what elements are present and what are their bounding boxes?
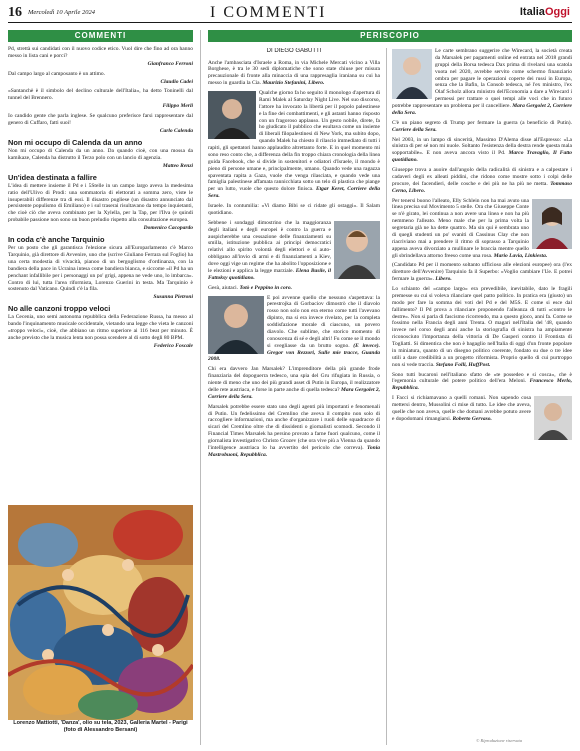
header-rule: [8, 22, 572, 23]
letter: Dal campo largo al camposanto è un attimo. Claudio Cadei: [8, 70, 193, 85]
letter: Io candido gente che parla inglese. Se qualcuno preferisce farsi rappresentare dal genero di Cuffaro, fatti suoi! Carlo Calenda: [8, 113, 193, 134]
item-title: No alle canzoni troppo veloci: [8, 304, 111, 314]
quote: C'è un piano segreto di Trump per fermare la guerra (a beneficio di Putin). Corriere della Sera.: [392, 119, 572, 133]
comments-tag: COMMENTI: [8, 30, 193, 42]
item-title: Non mi occupo di Calenda da un anno: [8, 137, 143, 147]
quote: Lo schianto del «campo largo» era prevedibile, inevitabile, dato le fragili premesse su cui si voleva rilanciare quel patto politico. In pratica era (giusto) un modo per fare la somma dei voti del Pd e del M5S. E come si esce dal fallimento? Il Pd prova a rilanciare proponendo l'alleanza di tutti «contro le destre». Non si parla di fascismo ricorrendo, ma a questo gioco, anni fa. Come se fossimo nella Francia degli anni Trenta. O magari nell'Italia del '48, quando invece nel corso degli anni anche la storiografia di sinistra ha ampiamente riconosciuto l'importanza della vittoria di De Gasperi contro il Frontista di Togliatti. Si dimentica che non è bagaglio nell'Italia di oggi d'un fronte popolare in miniatura, quanto di un disegno politico coerente, fondato su due o tre idee utili a dare credibilità a un progetto riformista. Proprio quello di cui purtroppo non si vede traccia. Stefano Folli, HuffPost.: [392, 286, 572, 368]
painting-image: [8, 505, 193, 720]
page-header: [0, 0, 580, 24]
quote: Chi era davvero Jan Marsalek? L'imprenditore della più grande frode finanziaria del dopoguerra tedesco, una spia del Gru rifugiata in Russia, o niente di meno che uno dei più grandi asset di Putin in Europa, il realizzatore delle rete austriaca, e forse in parte anche di quella tedesca? Mara Gergolet 2, Corriere della Sera.: [208, 366, 380, 400]
quote: Qualche giorno fa ho seguito il monologo d'apertura di Rami Malek al Saturday Night Live. Nel suo discorso, l'attore ha invocato la libertà per il popolo palestinese e la fine dei combattimenti, e gli astanti hanno risposto con un fragoroso applauso. Un gesto nobile, direte, fa ho giudicato il pubblico che esultava come un insieme di liberali filopalestinesi di New York, ma subito dopo, quando Malek ha chiesto il rilascio immediato di tutti i rapiti, gli spettatori hanno applaudito altrettanto forte. E in quel momento mi sono reso conto che, a differenza della fin troppo chiara cronologia della linea guida Facebook, che si divide in sostenitori e odiatori d'Israele, il mondo è pieno di persone umane e, principalmente, umano. Quando vede una ragazza spaventata rapita a Gaza, vuole che venga rilasciata, e quando vede una famiglia palestinese affamata rannicchiata sotto un telo di plastica che piange per un lutto, vuole che questo dolore finisca. Etgar Keret, Corriere della Sera.: [208, 90, 380, 200]
section-title: I COMMENTI: [210, 4, 327, 21]
quote: Giuseppe trova a auoire dall'angolo della radicalità di sinistra e a calpestare i cadaveri degli ex alleati piddini, che ridono come mostre sotto i colpi delle procure, dei facendieri, delle cosche e dei più ne ha più ne metta. Tommaso Cerno, Libero.: [392, 167, 572, 194]
portrait-photo: [208, 91, 256, 139]
letter: Pd, strettà sui candidati con il nuovo codice etico. Vuol dire che fino ad ora hanno messo in lista cani e porci? Gianfranco Ferroni: [8, 46, 193, 67]
portrait-photo: [534, 396, 572, 440]
periscopio-column-1: [208, 48, 380, 745]
quote: E poi avvenne quello che nessuno s'aspettava: la perestrojka di Gorbaciov dimostrò che il diavolo rosso non solo non era eterno come tutti l'avevano dipinto, ma si era invece rivelato, per la completa soddisfazione morale di ciascuno, un povero diavolo. Che sublime, che storico momento di conoscenza di sé e degli altri! Fu come se il mondo si svegliasse da un brutto sogno. (E invece). Gregor von Rezzori, Sulle mie tracce, Guanda 2008.: [208, 294, 380, 363]
quote: (Candidato Pd per il momento soltanto ufficioso alle elezioni europee) ora (l'ex direttore dell'Avvenire) Tarquinio fa il Superbo: «Voglio cambiare l'Ue. E potrei fermare la guerra». Libero.: [392, 262, 572, 283]
author-byline: DI DIEGO GABUTTI: [266, 48, 322, 54]
quote: Anche l'ambasciata d'Israele a Roma, in via Michele Mercati vicino a Villa Borghese, è tra le 30 sedi diplomatiche che sono state chiuse per misura precauzionale di fronte alla minaccia di una rappresaglia iraniana su cui ha messo in guardia la Cia. Maurizio Stefanini, Libero.: [208, 59, 380, 87]
item-text: L'idea di mettere insieme il Pd e i 5Stelle in un campo largo aveva la medesima ratio dell'Ulivo di Prodi: una sommatoria di elettorati a somma zero, viste le insuperabili differenze tra di essi. Il disastro pugliese (un disastro annunciato dal persistente populismo di Emiliano) e i sul traserai risultavano da tempo inquietanti, che cioè ciò che aveva combinato per la Xylella, per la Tap, per l'Ilva (e quindi probabile passione non sono un buon preludio rispetto alla consultazione europea. Domenico Cacopardo: [8, 182, 193, 231]
quote: Le carte sembrano suggerire che Wirecard, la società creata da Marsalek per pagamenti online ed entrata nel 2018 grandi gruppi della Borsa tedesca Dax prima di rivelarsi una scatola vuota nel 2020, avrebbe servito come schermo finanziario ombra per pagare le operazioni coperte dei russi in Europa, senza che la Bafin, la Consob tedesca, né l'ex ministro, l'ex Olaf Scholz allora ministro dell'Economia a dare a Wirecard i permessi per trattare o quei tempi alle voci che in futuro potrebbe rappresentare un problema per il cancelliere. Mara Gergolet 2, Corriere della Sera.: [392, 48, 572, 116]
issue-date: Mercoledì 10 Aprile 2024: [28, 9, 95, 16]
brand-logo: ItaliaOggi: [519, 6, 570, 18]
item-title: Un'idea destinata a fallire: [8, 172, 97, 182]
portrait-photo: [334, 221, 380, 279]
item-text: Non mi occupo di Calenda da un anno. Da quando cioè, con una mossa da kamikaze, Calenda ha distrutto il Terzo polo con un lancio di agenzia. Matteo Renzi: [8, 147, 193, 169]
quote: Gesù, aiutaci. Totò e Peppino in coro.: [208, 284, 292, 291]
copyright-note: © Riproduzione riservata: [476, 738, 522, 743]
quote: Sono tutti bucaroni nell'italiano sfatto de «te possedeo e si cosca», che è l'egemonia culturale del potere politico dell'era Meloni. Francesco Merlo, Repubblica.: [392, 371, 572, 392]
periscopio-tag: PERISCOPIO: [208, 30, 572, 42]
column-divider: [386, 48, 387, 745]
item-text: La Cecenia, uno semi autonoma repubblica della Federazione Russa, ha messo al bando l'inquinamento musicale occidentale, vietando una legge che vieta le canzoni «troppo veloci», cioè, che abbiano un ritmo superiore ai 116 beat per minuto. È anche previsto che la musica lenta non possa scendere al di sotto degli 80 BPM. Federico Foscale: [8, 314, 193, 349]
column-divider: [200, 30, 201, 745]
quote: I Facci si richiamavano a quelli romani. Non sapendo cosa mettersi dentro, Mussolini ci mise di tutto. Le idee che aveva, quelle che non aveva, quelle che domani avrebbe potuto avere e dopodomani rimangiarsi. Roberto Gervaso.: [392, 395, 572, 423]
quote: Marsalek potrebbe essere stato uno degli agenti più importanti e fenomenali di Putin. Un fedelissimo del Cremlino che aveva il compito non solo di raccogliere informazioni, ma anche d'organizzare i ruoli delle squadracce di sicari del Cremlino oltre che di dissidenti o giornalisti scomodi. Secondo il Financial Times Marsalek ha persino provato a farne fuori qualcuno, come il giornalista investigativo Christo Grozev (che ora vive più a Vienna da quando l'intelligence austriaca lo ha avvertito del pericolo che correva). Tonia Mastrobuoni, Repubblica.: [208, 403, 380, 458]
item-title: In coda c'è anche Tarquinio: [8, 234, 105, 244]
quote: Sebbene i sondaggi dimostrino che la maggioranza degli italiani e degli europei è contro la guerra e auspicherebbe una cessazione delle finanziamenti su smilla, istituzione pubblica ai principi democratici relativi allo spirito volontà degli elettori e si auto-obbligano all'invio di armi e di finanziamenti a Kiev, dove oggi vige un regime che ha abolito l'opposizione e le elezioni e applica la legge marziale. Elena Basile, il Fattoksy quotidiano.: [208, 220, 380, 282]
portrait-photo: [532, 199, 572, 249]
item-text: Per un posto che gli garantisca l'elezione sicura all'Europarlamento c'è Marco Tarquinio, già direttore di Avvenire, uno che (scrive Giuliano Ferrara sul Foglio) ha una certa modestia di vivacità, pianoo di un bergoglismo d'ordinanza, con la bandiera della pace in Ucraina intesa come bandiera bianca, e siccome «il Pd ha un penchant infallibile per i personaggi un po' grigi, appena ne vede uno, lo imbarca». Contro di lui, tutta l'area riformista, Lorenzo Guerini in testa. Ma Tarquinio è sostenuto dal Vaticano. Quindi c'è la fila. Susanna Pietroni: [8, 245, 193, 301]
quote: Israele. In contumilia: «Vi diamo Bibi se ci ridate gli ostaggi». Il Salam quotidiano.: [208, 203, 380, 216]
quote: Nel 2003, in un lampo di sincerità, Massimo D'Alema disse all'Espresso: «La sinistra di per sé non mi nuole. Soltanto l'esistenza della destra rende questa mala sopportabile». E non aveva ancora visto il Pd. Marco Travaglio, Il Fatto quotidiano.: [392, 136, 572, 164]
page-number: 16: [8, 5, 22, 20]
comments-column: [8, 46, 193, 504]
painting-caption: Lorenzo Mattiotti, 'Danza', olio su tela, 2023, Galleria Martel - Parigi (foto di Alessandro Bersani): [13, 720, 188, 733]
portrait-photo: [392, 49, 432, 99]
periscopio-column-2: [392, 48, 572, 738]
quote: Per tenersi buono l'alleato, Elly Schlein non ha mai avuto una linea precisa sul Movimento 5 stelle. Ora che Giuseppe Conte se n'è girato, lei continua a non avere una linea e non ha più nemmeno l'alleato. Meno male che per la prima volta la segretaria già ne ha dette quattro. Ma sin qui è sembrata uno di quegli studenti un po' svaniti di Cassinus Clay che non riacriviano mai a prendere il ritmo di soprasso a Tarquinio appena aveva divorziato a mullinare le braccia mentre quello gli sbrindellava attorno freeso come una rosa. Mario Lavia, Linkiesta.: [392, 198, 572, 260]
letter: «Santanchè è il simbolo del declino culturale dell'Italia», ha detto Toninelli dal tunnel del Brennero. Filippo Merli: [8, 88, 193, 110]
portrait-photo: [208, 296, 264, 354]
